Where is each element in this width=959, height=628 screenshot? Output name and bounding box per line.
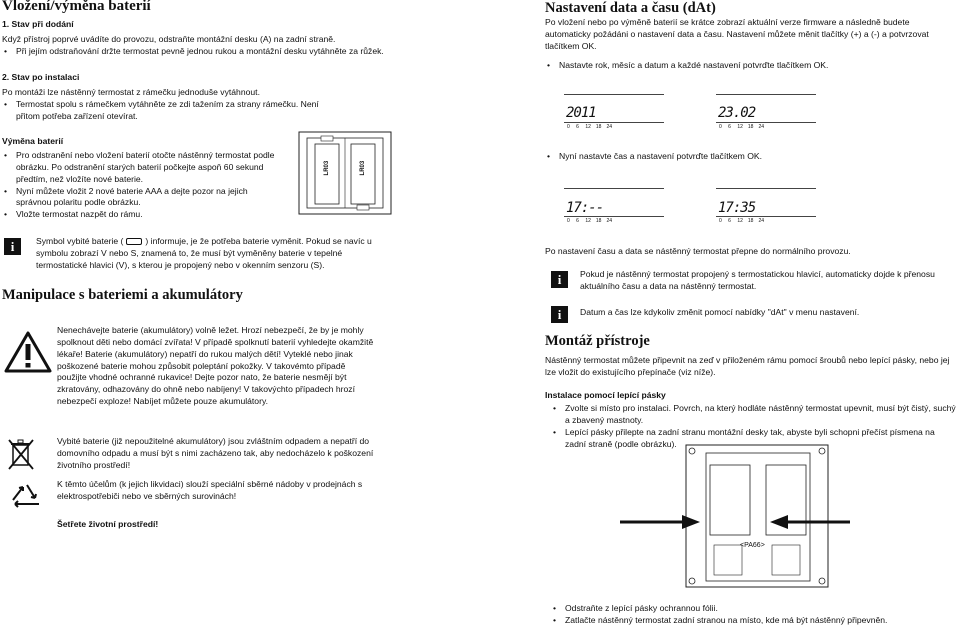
lcd-scale: 0 6 12 18 24 xyxy=(719,124,765,130)
warning-icon xyxy=(4,330,52,374)
left-title: Vložení/výměna baterií xyxy=(2,0,151,14)
lcd-display xyxy=(564,92,664,134)
symbol-text-pre: Symbol vybité baterie ( xyxy=(36,236,124,246)
list-item: • Nyní nastavte čas a nastavení potvrďte tlačítkem OK. xyxy=(545,151,957,163)
s2-bullets xyxy=(2,99,332,123)
list-item: • Pro odstranění nebo vložení baterií otočte nástěnný termostat podle obrázku. Po odstranění starých baterií počkejte aspoň 60 sekund předtím, než vložíte nové baterie. xyxy=(2,150,277,186)
list-item: • Nastavte rok, měsíc a datum a každé nastavení potvrďte tlačítkem OK. xyxy=(545,60,957,72)
right-intro: Po vložení nebo po výměně baterií se krátce zobrazí aktuální verze firmware a následně budete automaticky požádáni o nastavení data a času. Nastavení můžete měnit tlačítky (+) a (-) a potvrzovat tlačítkem OK. xyxy=(545,17,929,51)
list-item: • Termostat spolu s rámečkem vytáhněte ze zdi tažením za strany rámečku. Není přitom potřeba zařízení otevírat. xyxy=(2,99,332,123)
arrow-left-icon xyxy=(770,515,850,529)
recycle-paragraph: K těmto účelům (k jejich likvidaci) slouží speciální sběrné nádoby v prodejnách s elektrospotřebiči nebo ve sběrných surovinách! xyxy=(57,479,363,501)
list-item: • Zatlačte nástěnný termostat zadní stranou na místo, kde má být nástěnný připevněn. xyxy=(551,615,957,627)
arrow-right-icon xyxy=(620,515,700,529)
time-bullets xyxy=(545,151,957,163)
mount-title: Montáž přístroje xyxy=(545,333,650,349)
final-bullets xyxy=(551,603,957,627)
list-item: • Nyní můžete vložit 2 nové baterie AAA a dejte pozor na jejich správnou polaritu podle obrázku. xyxy=(2,186,277,210)
normal-mode-paragraph: Po nastavení času a data se nástěnný termostat přepne do normálního provozu. xyxy=(545,246,851,256)
note-menu: Datum a čas lze kdykoliv změnit pomocí nabídky "dAt" v menu nastavení. xyxy=(580,307,860,317)
recycle-icon xyxy=(8,482,46,514)
lcd-display xyxy=(564,186,664,228)
manipulation-title: Manipulace s bateriemi a akumulátory xyxy=(2,287,243,303)
lcd-display xyxy=(716,186,816,228)
crossed-bin-icon xyxy=(6,437,36,473)
list-item: • Vložte termostat nazpět do rámu. xyxy=(2,209,277,221)
info-icon: i xyxy=(4,238,21,255)
pa66-label: <PA66> xyxy=(740,542,765,549)
list-item: • Odstraňte z lepící pásky ochrannou fólii. xyxy=(551,603,957,615)
low-battery-icon xyxy=(126,238,142,245)
symbol-text-post: ) informuje, je že potřeba baterie vyměnit. Pokud se navíc u symbolu zobrazí V nebo S, znamená to, že musí být vyměněny baterie v tepelné termostatické hlavici (V), s kterou je propojený nebo v okenním senzoru (S). xyxy=(36,236,372,270)
lcd-value: 2011 xyxy=(566,105,596,121)
s2-paragraph: Po montáži lze nástěnný termostat z rámečku jednoduše vytáhnout. xyxy=(2,87,260,97)
lcd-scale: 0 6 12 18 24 xyxy=(719,218,765,224)
s1-bullets xyxy=(2,46,472,58)
lcd-value: 23.02 xyxy=(718,105,756,121)
disposal-paragraph: Vybité baterie (již nepoužitelné akumulátory) jsou zvláštním odpadem a nepatří do domovního odpadu a musí být s nimi zacházeno tak, aby nedocházelo k poškození životního prostředí! xyxy=(57,436,374,470)
list-item: • Lepící pásky přilepte na zadní stranu montážní desky tak, abyste byli schopni přečíst písmena na zadní straně (podle obrázku). xyxy=(551,427,957,451)
battery-label: LR03 xyxy=(359,160,366,176)
s3-bullets xyxy=(2,150,277,221)
s1-heading: 1. Stav při dodání xyxy=(2,19,74,29)
battery-symbol-paragraph xyxy=(36,236,386,272)
note-sync: Pokud je nástěnný termostat propojený s termostatickou hlavicí, automaticky dojde k přenosu aktuálního času a data na nástěnný termostat. xyxy=(580,269,935,291)
s1-paragraph: Když přístroj poprvé uvádíte do provozu, odstraňte montážní desku (A) na zadní straně. xyxy=(2,34,336,44)
battery-label: LR03 xyxy=(323,160,330,176)
list-item: • Při jejím odstraňování držte termostat pevně jednou rukou a montážní desku vytáhněte za růžek. xyxy=(2,46,472,58)
list-item: • Zvolte si místo pro instalaci. Povrch, na který hodláte nástěnný termostat upevnit, musí být čistý, suchý a zbavený mastnoty. xyxy=(551,403,957,427)
mount-paragraph: Nástěnný termostat můžete připevnit na zeď v přiloženém rámu pomocí šroubů nebo lepící pásky, nebo jej lze vložit do existujícího přepínače (viz níže). xyxy=(545,355,950,377)
warning-paragraph: Nenechávejte baterie (akumulátory) volně ležet. Hrozí nebezpečí, že by je mohly spolknout děti nebo domácí zvířata! V případě spolknutí baterií vyhledejte okamžitě lékaře! Baterie (akumulátory) nepatří do rukou malých dětí! Vyteklé nebo jinak poškozené baterie mohou způsobit poleptání pokožky. V takovémto případě použijte vhodné ochranné rukavice! Dejte pozor nato, že baterie nesmějí být zkratovány, odhazovány do ohně nebo nabíjeny! V takovýchto případech hrozí nebezpečí exploze! Nabíjet můžete pouze akumulátory. xyxy=(57,325,374,407)
lcd-scale: 0 6 12 18 24 xyxy=(567,124,613,130)
tape-heading: Instalace pomocí lepící pásky xyxy=(545,390,666,400)
battery-compartment-illustration xyxy=(297,130,393,216)
lcd-display xyxy=(716,92,816,134)
s2-heading: 2. Stav po instalaci xyxy=(2,72,80,82)
lcd-value: 17:-- xyxy=(566,200,604,216)
s3-heading: Výměna baterií xyxy=(2,136,64,146)
lcd-scale: 0 6 12 18 24 xyxy=(567,218,613,224)
protect-environment-text: Šetřete životní prostředí! xyxy=(57,519,159,529)
info-icon: i xyxy=(551,306,568,323)
lcd-value: 17:35 xyxy=(718,200,756,216)
right-title: Nastavení data a času (dAt) xyxy=(545,0,716,16)
info-icon: i xyxy=(551,271,568,288)
date-bullets xyxy=(545,60,957,72)
